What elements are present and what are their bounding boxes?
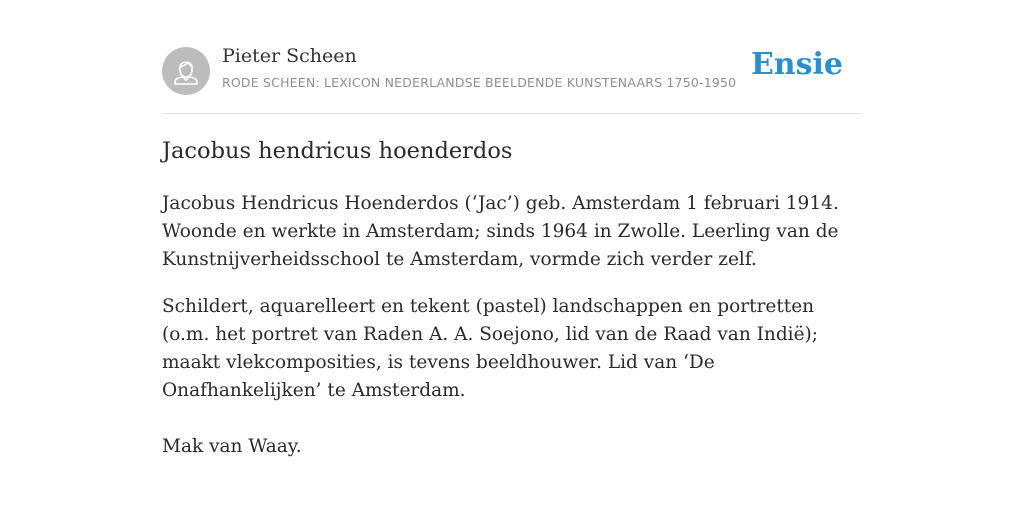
author-name[interactable]: Pieter Scheen	[222, 45, 357, 67]
ensie-logo[interactable]: Ensie	[750, 47, 843, 82]
article-title: Jacobus hendricus hoenderdos	[162, 138, 513, 164]
article-attribution: Mak van Waay.	[162, 436, 302, 457]
author-source[interactable]: RODE SCHEEN: LEXICON NEDERLANDSE BEELDENDE KUNSTENAARS 1750-1950	[222, 75, 737, 90]
article-paragraph: Schildert, aquarelleert en tekent (pastel) landschappen en portretten (o.m. het portret van Raden A. A. Soejono, lid van de Raad van Indië); maakt vlekcomposities, is tevens beeldhouwer. Lid van ‘De Onafhankelijken’ te Amsterdam.	[162, 296, 818, 401]
user-avatar-icon[interactable]	[162, 47, 210, 95]
article-header	[162, 0, 862, 114]
article-paragraph: Jacobus Hendricus Hoenderdos (‘Jac’) geb. Amsterdam 1 februari 1914. Woonde en werkte in Amsterdam; sinds 1964 in Zwolle. Leerling van de Kunstnijverheidsschool te Amsterdam, vormde zich verder zelf.	[162, 193, 839, 270]
article-page	[162, 0, 862, 457]
